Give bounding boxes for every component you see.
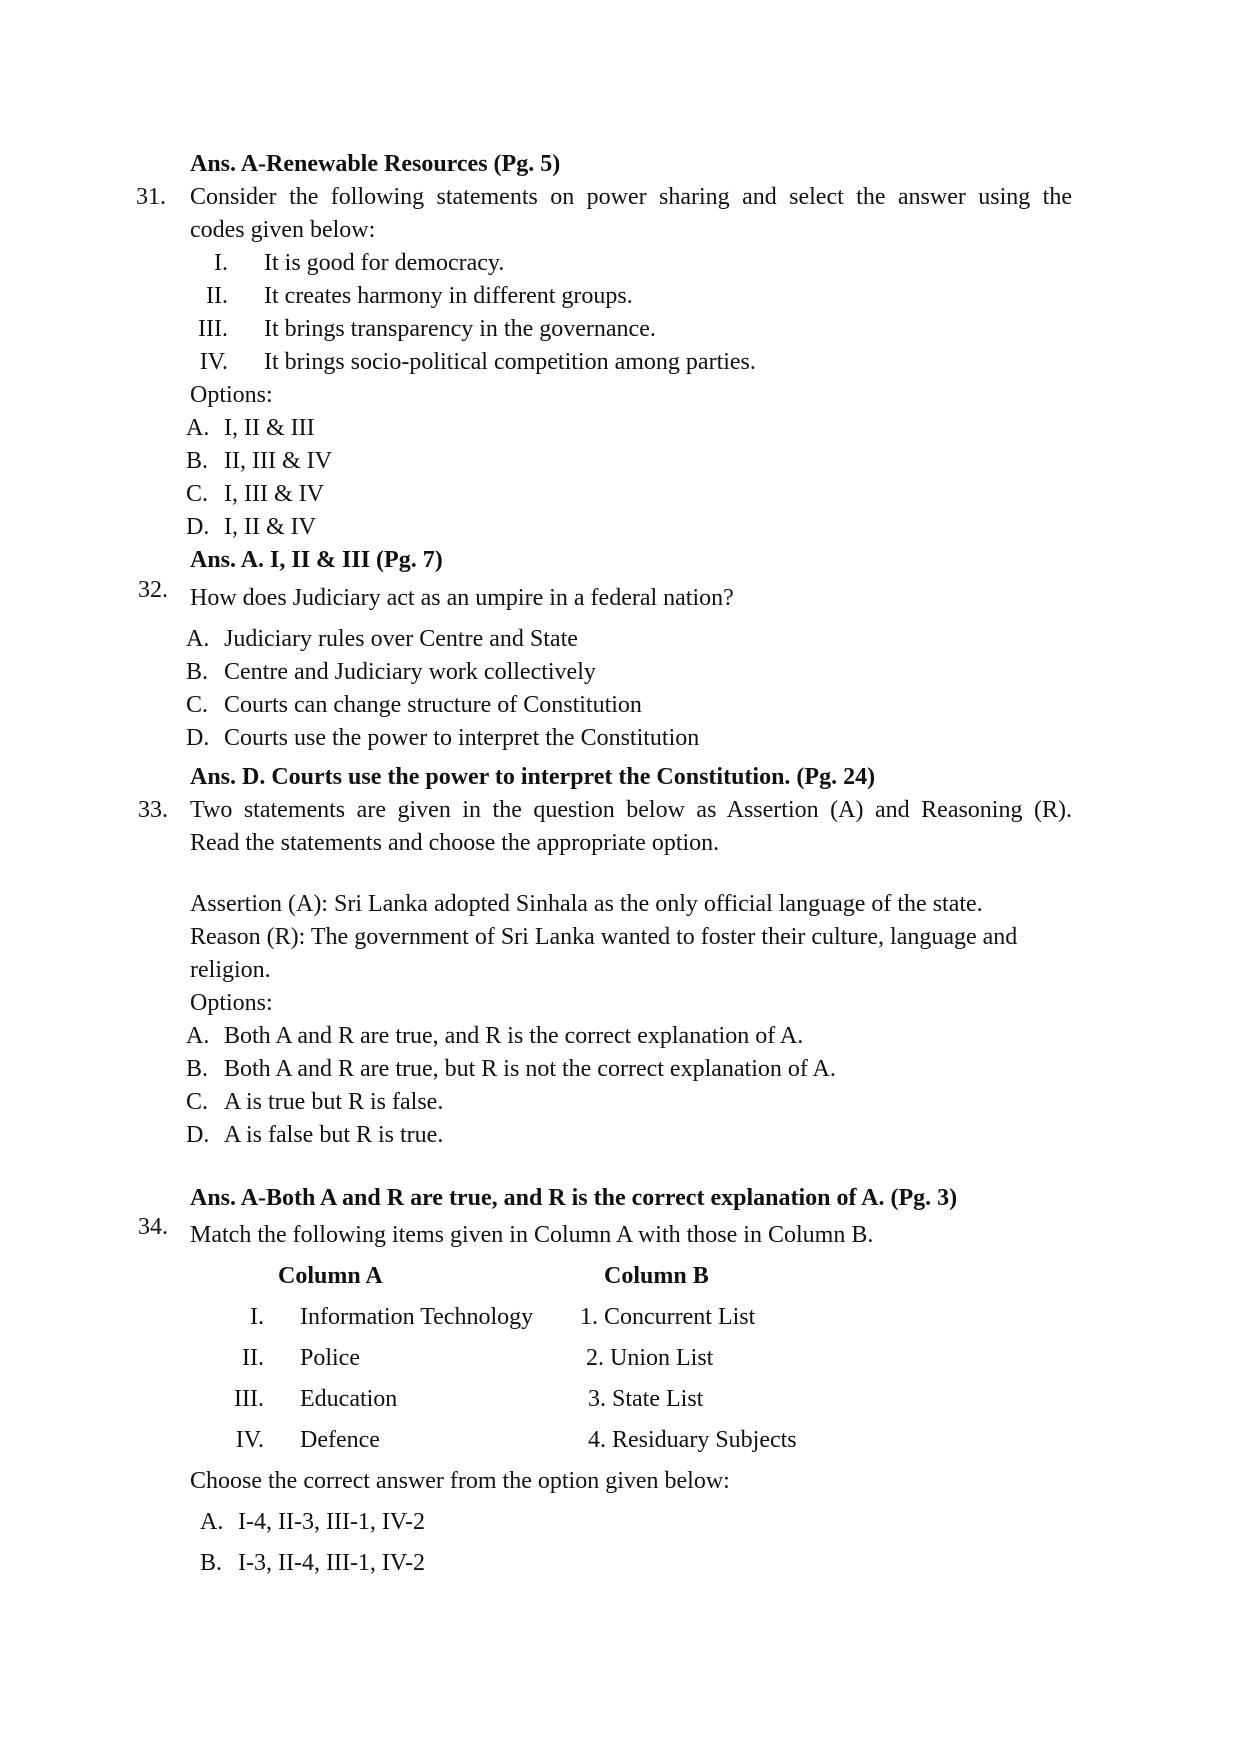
statement-number: I. bbox=[214, 250, 228, 276]
match-column-a-item: Police bbox=[300, 1345, 360, 1371]
option-letter: D. bbox=[186, 725, 210, 751]
match-row-number: III. bbox=[234, 1386, 264, 1412]
match-column-b-item: 3. State List bbox=[588, 1386, 704, 1412]
match-column-b-item: 1. Concurrent List bbox=[580, 1304, 756, 1330]
option-letter: B. bbox=[186, 448, 209, 474]
option-letter: B. bbox=[186, 659, 209, 685]
reason-text: Reason (R): The government of Sri Lanka wanted to foster their culture, language and bbox=[190, 924, 1018, 950]
option-letter: D. bbox=[186, 1122, 210, 1148]
match-row-number: II. bbox=[242, 1345, 264, 1371]
question-31-number: 31. bbox=[136, 184, 166, 210]
option-letter: B. bbox=[200, 1550, 223, 1576]
option-letter: C. bbox=[186, 1089, 209, 1115]
option-letter: A. bbox=[186, 415, 210, 441]
option-letter: D. bbox=[186, 514, 210, 540]
statement-text: It brings socio-political competition among parties. bbox=[264, 349, 756, 375]
option-text: Courts use the power to interpret the Constitution bbox=[224, 725, 700, 751]
question-32-number: 32. bbox=[138, 577, 168, 603]
answer-33: Ans. A-Both A and R are true, and R is the correct explanation of A. (Pg. 3) bbox=[190, 1185, 958, 1211]
answer-31: Ans. A. I, II & III (Pg. 7) bbox=[190, 547, 443, 573]
option-text: A is false but R is true. bbox=[224, 1122, 444, 1148]
match-column-a-item: Defence bbox=[300, 1427, 380, 1453]
match-column-a-item: Information Technology bbox=[300, 1304, 534, 1330]
statement-number: II. bbox=[206, 283, 228, 309]
option-text: Both A and R are true, but R is not the correct explanation of A. bbox=[224, 1056, 836, 1082]
option-letter: A. bbox=[186, 1023, 210, 1049]
option-letter: A. bbox=[200, 1509, 224, 1535]
assertion-text: Assertion (A): Sri Lanka adopted Sinhala as the only official language of the state. bbox=[190, 891, 983, 917]
option-text: II, III & IV bbox=[224, 448, 332, 474]
option-text: I-4, II-3, III-1, IV-2 bbox=[238, 1509, 426, 1535]
option-text: Both A and R are true, and R is the correct explanation of A. bbox=[224, 1023, 804, 1049]
question-31-text: Consider the following statements on power sharing and select the answer using the bbox=[190, 184, 1072, 210]
option-text: Judiciary rules over Centre and State bbox=[224, 626, 578, 652]
answer-30: Ans. A-Renewable Resources (Pg. 5) bbox=[190, 151, 561, 177]
option-text: Centre and Judiciary work collectively bbox=[224, 659, 596, 685]
options-label: Options: bbox=[190, 382, 273, 408]
match-column-a-item: Education bbox=[300, 1386, 398, 1412]
match-row-number: I. bbox=[250, 1304, 264, 1330]
option-text: I-3, II-4, III-1, IV-2 bbox=[238, 1550, 426, 1576]
reason-text-cont: religion. bbox=[190, 957, 271, 983]
question-31-text-cont: codes given below: bbox=[190, 217, 376, 243]
option-letter: B. bbox=[186, 1056, 209, 1082]
statement-number: III. bbox=[198, 316, 228, 342]
question-33-number: 33. bbox=[138, 797, 168, 823]
option-text: A is true but R is false. bbox=[224, 1089, 444, 1115]
column-a-header: Column A bbox=[278, 1263, 383, 1289]
question-32-text: How does Judiciary act as an umpire in a federal nation? bbox=[190, 585, 734, 611]
option-text: I, II & III bbox=[224, 415, 315, 441]
option-text: Courts can change structure of Constitution bbox=[224, 692, 642, 718]
question-34-text: Match the following items given in Column A with those in Column B. bbox=[190, 1222, 874, 1248]
question-33-text-cont: Read the statements and choose the appropriate option. bbox=[190, 830, 720, 856]
match-column-b-item: 2. Union List bbox=[586, 1345, 714, 1371]
choose-instruction: Choose the correct answer from the option given below: bbox=[190, 1468, 730, 1494]
statement-text: It creates harmony in different groups. bbox=[264, 283, 633, 309]
match-column-b-item: 4. Residuary Subjects bbox=[588, 1427, 797, 1453]
statement-text: It is good for democracy. bbox=[264, 250, 505, 276]
question-34-number: 34. bbox=[138, 1214, 168, 1240]
option-text: I, III & IV bbox=[224, 481, 324, 507]
statement-text: It brings transparency in the governance. bbox=[264, 316, 656, 342]
statement-number: IV. bbox=[199, 349, 228, 375]
option-letter: C. bbox=[186, 481, 209, 507]
question-33-text: Two statements are given in the question below as Assertion (A) and Reasoning (R). bbox=[190, 797, 1072, 823]
match-row-number: IV. bbox=[235, 1427, 264, 1453]
option-text: I, II & IV bbox=[224, 514, 316, 540]
option-letter: A. bbox=[186, 626, 210, 652]
options-label: Options: bbox=[190, 990, 273, 1016]
answer-32: Ans. D. Courts use the power to interpret the Constitution. (Pg. 24) bbox=[190, 764, 876, 790]
option-letter: C. bbox=[186, 692, 209, 718]
column-b-header: Column B bbox=[604, 1263, 709, 1289]
